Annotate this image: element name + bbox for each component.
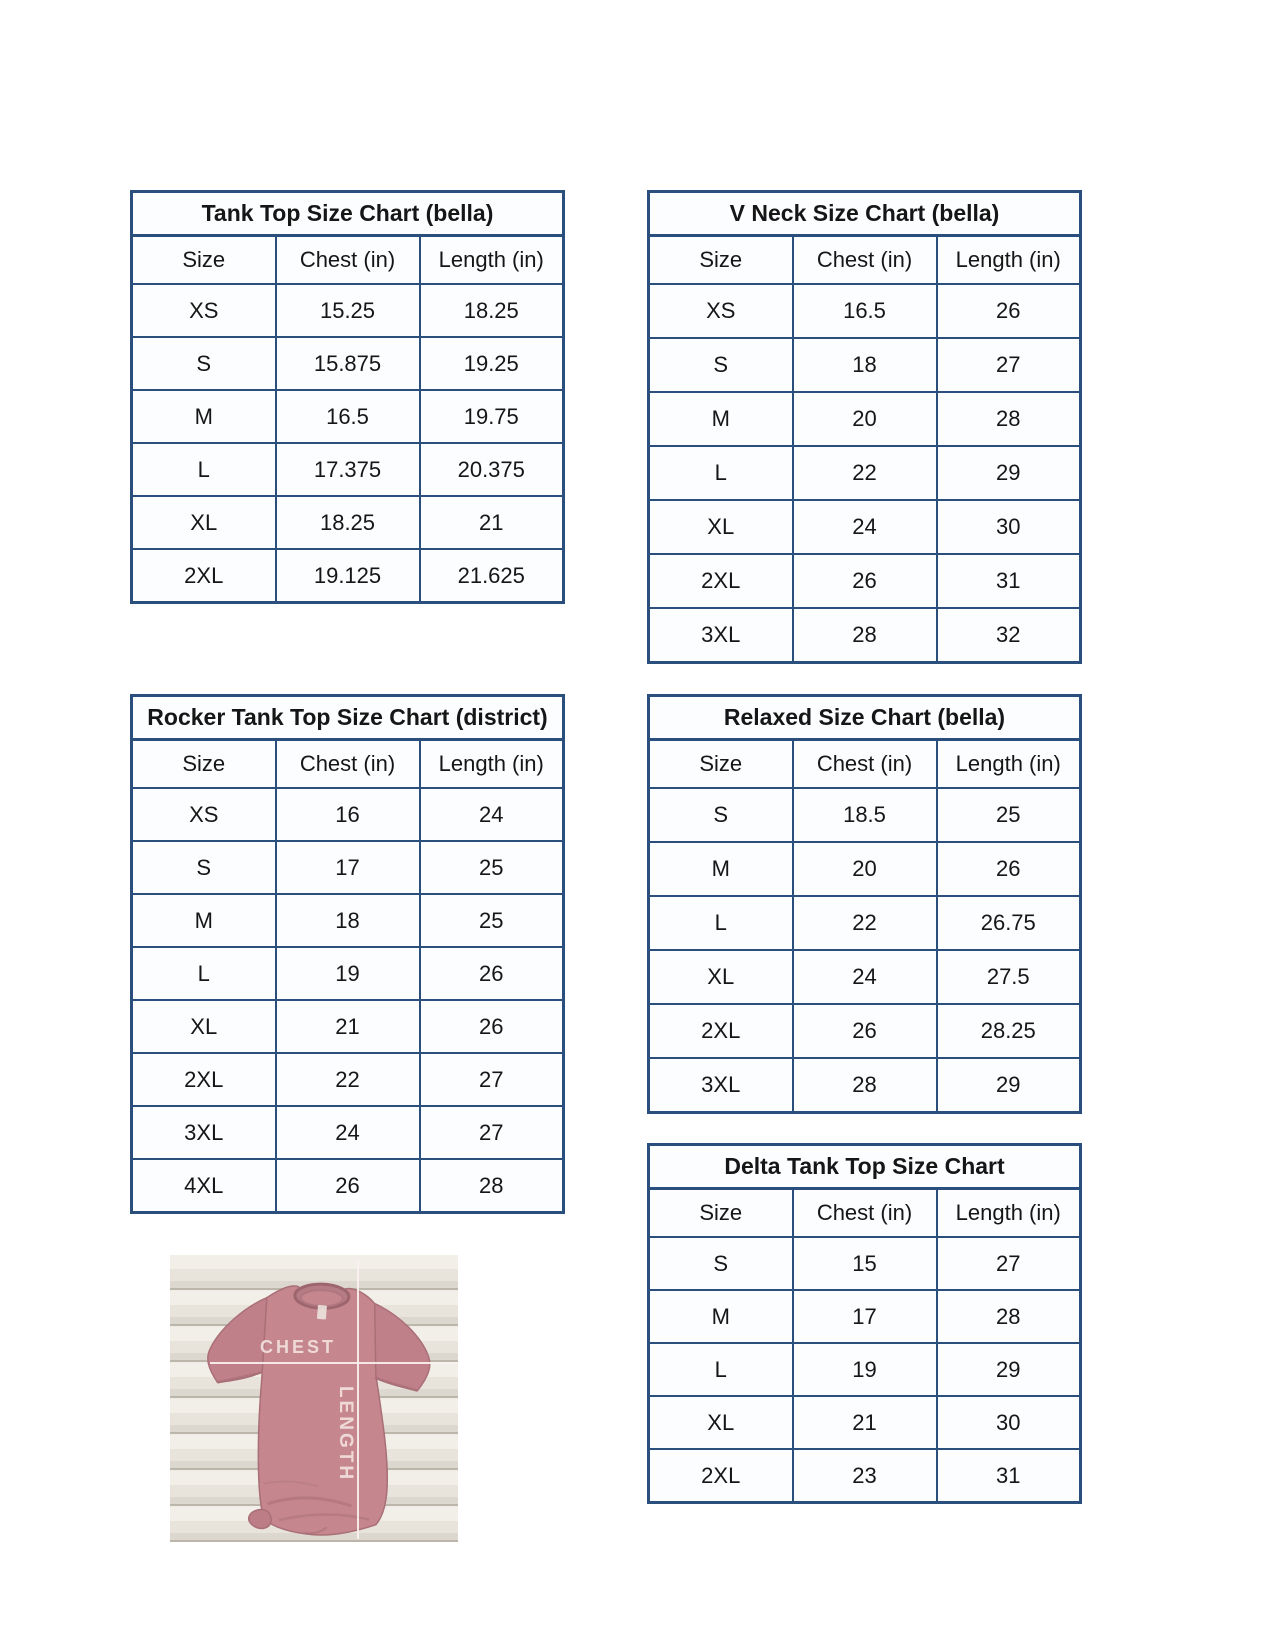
table-row	[649, 554, 1081, 608]
table-row	[649, 1058, 1081, 1113]
cell: 18	[793, 338, 937, 392]
table-row	[649, 1449, 1081, 1503]
table-row	[132, 841, 564, 894]
cell: 2XL	[132, 549, 276, 603]
table-row	[132, 1053, 564, 1106]
cell: 26	[793, 1004, 937, 1058]
cell: XL	[649, 950, 793, 1004]
cell: 21	[276, 1000, 420, 1053]
chest-measure-line	[210, 1362, 458, 1364]
v-neck-size-chart-table	[647, 190, 1082, 664]
tank-top-size-chart-table	[130, 190, 565, 604]
cell: 18.5	[793, 788, 937, 842]
cell: 26	[420, 1000, 564, 1053]
cell: S	[649, 338, 793, 392]
table-row	[132, 443, 564, 496]
column-header: Size	[132, 740, 276, 789]
cell: L	[132, 947, 276, 1000]
cell: 26	[420, 947, 564, 1000]
column-header: Size	[649, 740, 793, 789]
table-row	[649, 842, 1081, 896]
cell: M	[649, 842, 793, 896]
column-header: Length (in)	[937, 236, 1081, 285]
cell: 18.25	[276, 496, 420, 549]
column-header: Chest (in)	[793, 236, 937, 285]
cell: 3XL	[649, 1058, 793, 1113]
cell: 3XL	[132, 1106, 276, 1159]
cell: XS	[132, 284, 276, 337]
relaxed-size-chart-title: Relaxed Size Chart (bella)	[649, 696, 1081, 740]
cell: 20.375	[420, 443, 564, 496]
cell: 22	[793, 446, 937, 500]
cell: 21.625	[420, 549, 564, 603]
cell: S	[649, 1237, 793, 1290]
cell: 27	[937, 338, 1081, 392]
cell: M	[132, 390, 276, 443]
cell: XS	[132, 788, 276, 841]
rocker-tank-top-size-chart-title: Rocker Tank Top Size Chart (district)	[132, 696, 564, 740]
table-row	[649, 1396, 1081, 1449]
column-header: Chest (in)	[276, 740, 420, 789]
cell: 31	[937, 554, 1081, 608]
v-neck-size-chart	[647, 190, 1082, 664]
header-row	[132, 236, 564, 285]
tshirt-measurement-photo	[170, 1255, 458, 1542]
table-row	[132, 788, 564, 841]
cell: XL	[649, 500, 793, 554]
cell: 19.75	[420, 390, 564, 443]
cell: 32	[937, 608, 1081, 663]
cell: 24	[420, 788, 564, 841]
cell: 15	[793, 1237, 937, 1290]
v-neck-size-chart-title: V Neck Size Chart (bella)	[649, 192, 1081, 236]
relaxed-size-chart-table	[647, 694, 1082, 1114]
cell: 25	[420, 841, 564, 894]
cell: 17	[276, 841, 420, 894]
length-measure-line	[357, 1261, 359, 1539]
column-header: Length (in)	[937, 740, 1081, 789]
cell: 2XL	[649, 554, 793, 608]
cell: 26	[937, 842, 1081, 896]
cell: 16	[276, 788, 420, 841]
cell: L	[132, 443, 276, 496]
table-row	[649, 1290, 1081, 1343]
cell: 23	[793, 1449, 937, 1503]
column-header: Length (in)	[937, 1189, 1081, 1238]
table-row	[649, 284, 1081, 338]
cell: L	[649, 446, 793, 500]
cell: 3XL	[649, 608, 793, 663]
table-row	[649, 392, 1081, 446]
cell: 25	[420, 894, 564, 947]
table-row	[649, 896, 1081, 950]
table-row	[649, 500, 1081, 554]
cell: 25	[937, 788, 1081, 842]
cell: L	[649, 1343, 793, 1396]
column-header: Chest (in)	[793, 1189, 937, 1238]
cell: 21	[420, 496, 564, 549]
header-row	[649, 236, 1081, 285]
cell: 18	[276, 894, 420, 947]
table-row	[132, 1159, 564, 1213]
table-row	[132, 496, 564, 549]
cell: 2XL	[649, 1004, 793, 1058]
cell: S	[132, 337, 276, 390]
cell: 26	[276, 1159, 420, 1213]
header-row	[132, 740, 564, 789]
cell: 27	[420, 1106, 564, 1159]
cell: 2XL	[132, 1053, 276, 1106]
table-row	[132, 894, 564, 947]
cell: 17.375	[276, 443, 420, 496]
cell: 28	[937, 392, 1081, 446]
rocker-tank-top-size-chart	[130, 694, 565, 1214]
relaxed-size-chart	[647, 694, 1082, 1114]
table-row	[649, 950, 1081, 1004]
cell: 30	[937, 500, 1081, 554]
table-row	[649, 788, 1081, 842]
cell: 29	[937, 1058, 1081, 1113]
table-row	[649, 338, 1081, 392]
cell: 28	[793, 608, 937, 663]
column-header: Size	[649, 1189, 793, 1238]
table-row	[132, 1000, 564, 1053]
cell: S	[132, 841, 276, 894]
table-row	[649, 1343, 1081, 1396]
chest-label: CHEST	[259, 1337, 336, 1357]
column-header: Size	[649, 236, 793, 285]
cell: 26	[793, 554, 937, 608]
table-row	[132, 1106, 564, 1159]
cell: 20	[793, 842, 937, 896]
table-row	[649, 608, 1081, 663]
cell: 19.25	[420, 337, 564, 390]
header-row	[649, 740, 1081, 789]
cell: 16.5	[793, 284, 937, 338]
cell: 19	[276, 947, 420, 1000]
cell: 27.5	[937, 950, 1081, 1004]
cell: S	[649, 788, 793, 842]
cell: 27	[420, 1053, 564, 1106]
cell: 26	[937, 284, 1081, 338]
column-header: Length (in)	[420, 236, 564, 285]
table-row	[649, 1004, 1081, 1058]
table-row	[132, 390, 564, 443]
cell: 24	[276, 1106, 420, 1159]
tank-top-size-chart-title: Tank Top Size Chart (bella)	[132, 192, 564, 236]
header-row	[649, 1189, 1081, 1238]
cell: XL	[132, 1000, 276, 1053]
cell: 20	[793, 392, 937, 446]
table-row	[132, 549, 564, 603]
cell: 18.25	[420, 284, 564, 337]
column-header: Length (in)	[420, 740, 564, 789]
cell: XL	[132, 496, 276, 549]
cell: 29	[937, 446, 1081, 500]
table-row	[132, 337, 564, 390]
cell: 22	[276, 1053, 420, 1106]
tshirt-graphic	[170, 1255, 458, 1542]
cell: 31	[937, 1449, 1081, 1503]
cell: 4XL	[132, 1159, 276, 1213]
column-header: Size	[132, 236, 276, 285]
length-label: LENGTH	[335, 1385, 356, 1483]
cell: 30	[937, 1396, 1081, 1449]
cell: 27	[937, 1237, 1081, 1290]
delta-tank-top-size-chart-title: Delta Tank Top Size Chart	[649, 1145, 1081, 1189]
cell: M	[649, 1290, 793, 1343]
cell: 28	[793, 1058, 937, 1113]
table-row	[132, 284, 564, 337]
table-row	[649, 446, 1081, 500]
cell: 22	[793, 896, 937, 950]
cell: 19	[793, 1343, 937, 1396]
cell: 28	[937, 1290, 1081, 1343]
cell: M	[649, 392, 793, 446]
table-row	[649, 1237, 1081, 1290]
cell: 17	[793, 1290, 937, 1343]
delta-tank-top-size-chart-table	[647, 1143, 1082, 1504]
cell: XS	[649, 284, 793, 338]
cell: 29	[937, 1343, 1081, 1396]
cell: 15.875	[276, 337, 420, 390]
cell: 28	[420, 1159, 564, 1213]
cell: 15.25	[276, 284, 420, 337]
rocker-tank-top-size-chart-table	[130, 694, 565, 1214]
cell: 26.75	[937, 896, 1081, 950]
cell: XL	[649, 1396, 793, 1449]
cell: 24	[793, 500, 937, 554]
cell: 2XL	[649, 1449, 793, 1503]
table-row	[132, 947, 564, 1000]
delta-tank-top-size-chart	[647, 1143, 1082, 1504]
column-header: Chest (in)	[793, 740, 937, 789]
cell: 28.25	[937, 1004, 1081, 1058]
cell: M	[132, 894, 276, 947]
cell: 16.5	[276, 390, 420, 443]
cell: 24	[793, 950, 937, 1004]
column-header: Chest (in)	[276, 236, 420, 285]
cell: 21	[793, 1396, 937, 1449]
cell: L	[649, 896, 793, 950]
cell: 19.125	[276, 549, 420, 603]
tank-top-size-chart	[130, 190, 565, 604]
